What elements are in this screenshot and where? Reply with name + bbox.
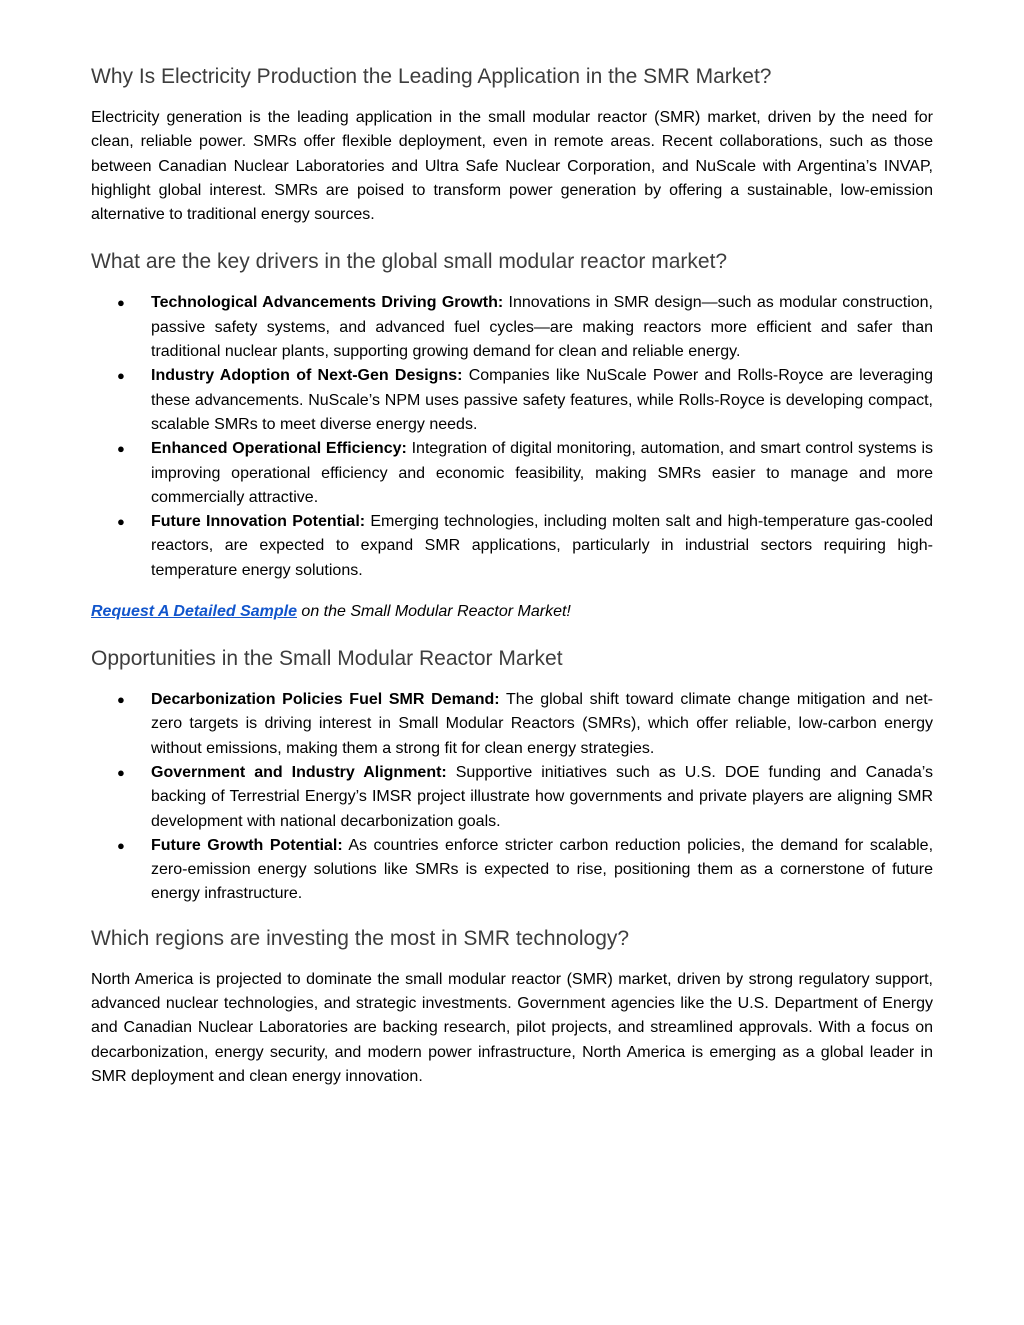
list-item: [117, 364, 934, 437]
list-item: [117, 437, 933, 510]
bullet-text: The global shift toward climate change mitigation and net-zero targets is driving interest in Small Modular Reactors (SMRs), which offer reliable, low-carbon energy without emissions, making them a strong fit for clean energy strategies.: [151, 691, 933, 757]
bullet-term: Enhanced Operational Efficiency:: [151, 440, 407, 458]
sample-request-suffix: on the Small Modular Reactor Market!: [296, 603, 571, 621]
opportunities-list: [91, 688, 933, 907]
bullet-text: Integration of digital monitoring, automation, and smart control systems is improving operational efficiency and economic feasibility, making SMRs easier to manage and more commercially attractive.: [151, 440, 933, 506]
list-item: [117, 688, 933, 761]
bullet-icon: ●: [117, 441, 125, 457]
list-item: [117, 510, 934, 583]
bullet-term: Industry Adoption of Next-Gen Designs:: [151, 367, 463, 385]
bullet-text: As countries enforce stricter carbon reduction policies, the demand for scalable, zero-emission energy solutions like SMRs is expected to rise, positioning them as a cornerstone of future energy infrastructure.: [151, 836, 934, 903]
heading-opportunities: Opportunities in the Small Modular Reactor Market: [91, 647, 563, 671]
bullet-icon: ●: [117, 692, 125, 708]
bullet-term: Government and Industry Alignment:: [151, 763, 447, 781]
bullet-text: Companies like NuScale Power and Rolls-Royce are leveraging these advancements. NuScale’s NPM uses passive safety features, while Rolls-Royce is developing compact, scalable SMRs to meet diverse energy needs.: [151, 367, 934, 433]
sample-request-line: [91, 600, 933, 624]
paragraph-regions-investing: North America is projected to dominate the small modular reactor (SMR) market, driven by strong regulatory support, advanced nuclear technologies, and strategic investments. Government agencies like the U.S. Department of Energy and Canadian Nuclear Laboratories are backing research, pilot projects, and streamlined approvals. With a focus on decarbonization, energy security, and modern power infrastructure, North America is emerging as a global leader in SMR deployment and clean energy innovation.: [91, 970, 933, 1085]
bullet-term: Decarbonization Policies Fuel SMR Demand:: [151, 691, 500, 709]
bullet-term: Technological Advancements Driving Growth:: [151, 294, 504, 312]
list-item: [117, 761, 933, 834]
bullet-term: Future Innovation Potential:: [151, 513, 366, 531]
bullet-icon: ●: [117, 764, 125, 780]
bullet-term: Future Growth Potential:: [151, 836, 343, 854]
request-sample-link[interactable]: Request A Detailed Sample: [91, 603, 297, 621]
heading-electricity-production: Why Is Electricity Production the Leading Application in the SMR Market?: [91, 65, 772, 88]
heading-regions-investing: Which regions are investing the most in SMR technology?: [91, 926, 630, 950]
bullet-icon: ●: [117, 368, 125, 384]
bullet-text: Emerging technologies, including molten salt and high-temperature gas-cooled reactors, are expected to expand SMR applications, particularly in industrial sectors requiring high-temperature energy solutions.: [151, 513, 934, 579]
bullet-icon: ●: [117, 514, 125, 530]
list-item: [117, 834, 934, 907]
paragraph-electricity-production: Electricity generation is the leading application in the small modular reactor (SMR) market, driven by the need for clean, reliable power. SMRs offer flexible deployment, even in remote areas. Recent collaborations, such as those between Canadian Nuclear Laboratories and Ultra Safe Nuclear Corporation, and NuScale with Argentina’s INVAP, highlight global interest. SMRs are poised to transform power generation by offering a sustainable, low-emission alternative to traditional energy sources.: [91, 109, 933, 224]
bullet-icon: ●: [117, 837, 125, 853]
heading-key-drivers: What are the key drivers in the global small modular reactor market?: [91, 250, 728, 274]
bullet-text: Innovations in SMR design—such as modular construction, passive safety systems, and advanced fuel cycles—are making reactors more efficient and safer than traditional nuclear plants, supporting growing demand for clean and reliable energy.: [151, 294, 933, 361]
key-drivers-list: [91, 291, 933, 583]
list-item: [117, 291, 933, 364]
bullet-icon: ●: [117, 295, 125, 311]
bullet-text: Supportive initiatives such as U.S. DOE funding and Canada’s backing of Terrestrial Energy’s IMSR project illustrate how governments and private players are aligning SMR development with national decarbonization goals.: [151, 763, 933, 830]
